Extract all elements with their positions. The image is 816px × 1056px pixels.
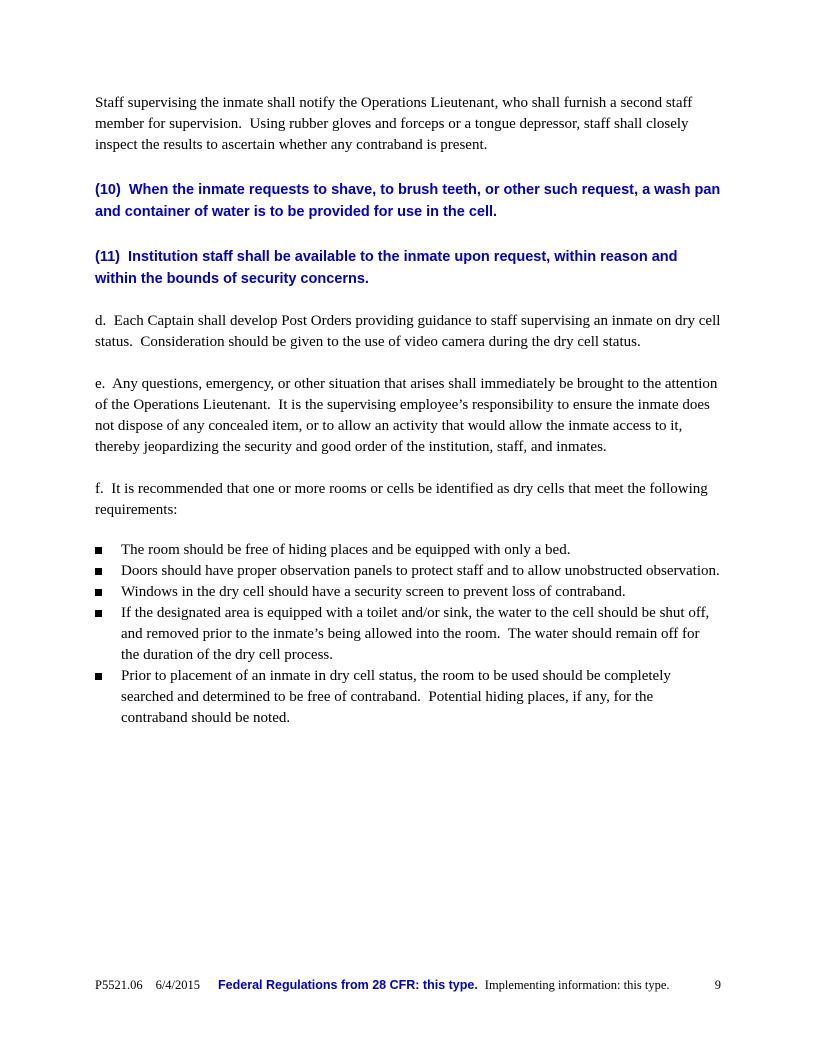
square-bullet-icon [95,603,121,617]
square-bullet-icon [95,540,121,554]
paragraph-f: f. It is recommended that one or more rooms or cells be identified as dry cells that meet the following requirements: [95,481,712,518]
square-bullet-icon [95,582,121,596]
requirements-list [95,540,721,729]
paragraph-d: d. Each Captain shall develop Post Orders providing guidance to staff supervising an inmate on dry cell status. Consideration should be given to the use of video camera during the dry cell status. [95,313,725,350]
page-footer [95,977,721,993]
document-content [95,93,725,729]
square-bullet-icon [95,561,121,575]
footer-legend-federal-regulations: Federal Regulations from 28 CFR: this type. [218,978,478,992]
page-number: 9 [714,978,721,992]
list-item-text: The room should be free of hiding places and be equipped with only a bed. [121,542,571,558]
list-item-text: Doors should have proper observation panels to protect staff and to allow unobstructed observation. [121,563,720,579]
list-item [95,666,721,729]
paragraph-e: e. Any questions, emergency, or other situation that arises shall immediately be brought to the attention of the Operations Lieutenant. It is the supervising employee’s responsibility to ensure the inmate does not dispose of any concealed item, or to allow an activity that would allow the inmate access to it, thereby jeopardizing the security and good order of the institution, staff, and inmates. [95,376,722,455]
heading-item-11: (11) Institution staff shall be available to the inmate upon request, within reason and within the bounds of security concerns. [95,249,682,287]
list-item-text: Windows in the dry cell should have a security screen to prevent loss of contraband. [121,584,626,600]
list-item-text: Prior to placement of an inmate in dry cell status, the room to be used should be completely searched and determined to be free of contraband. Potential hiding places, if any, for the contraband should be noted. [121,668,675,726]
list-item [95,603,721,666]
square-bullet-icon [95,666,121,680]
document-date: 6/4/2015 [155,978,201,992]
footer-legend-implementing-information: Implementing information: this type. [484,978,670,992]
document-number: P5521.06 [95,978,143,992]
list-item [95,582,721,603]
paragraph-intro: Staff supervising the inmate shall notify the Operations Lieutenant, who shall furnish a second staff member for supervision. Using rubber gloves and forceps or a tongue depressor, staff shall closely inspect the results to ascertain whether any contraband is present. [95,95,696,153]
list-item-text: If the designated area is equipped with a toilet and/or sink, the water to the cell should be shut off, and removed prior to the inmate’s being allowed into the room. The water should remain off for the duration of the dry cell process. [121,605,714,663]
heading-item-10: (10) When the inmate requests to shave, to brush teeth, or other such request, a wash pan and container of water is to be provided for use in the cell. [95,182,725,220]
list-item [95,540,721,561]
list-item [95,561,721,582]
